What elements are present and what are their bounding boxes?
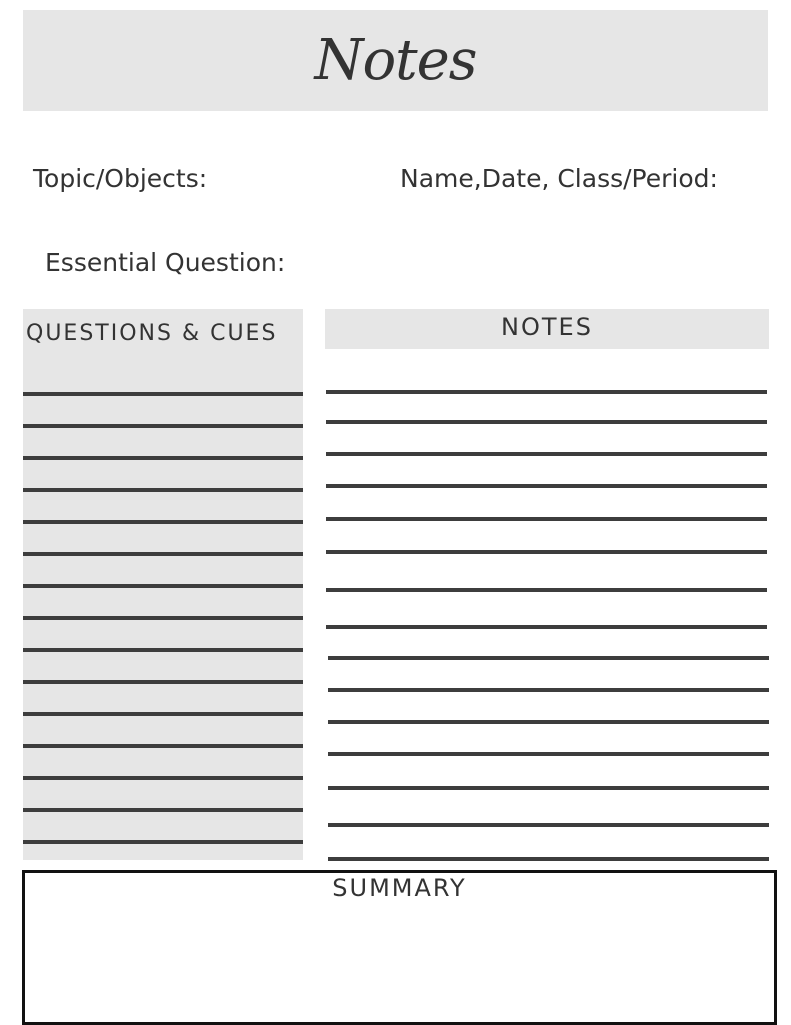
cues-writing-line[interactable]	[23, 712, 303, 716]
notes-writing-line[interactable]	[326, 390, 767, 394]
name-date-class-label: Name,Date, Class/Period:	[400, 164, 718, 193]
notes-heading: NOTES	[501, 313, 593, 341]
cues-writing-line[interactable]	[23, 680, 303, 684]
cues-writing-line[interactable]	[23, 584, 303, 588]
cues-writing-line[interactable]	[23, 648, 303, 652]
notes-writing-line[interactable]	[328, 857, 769, 861]
cues-writing-line[interactable]	[23, 520, 303, 524]
cues-writing-line[interactable]	[23, 616, 303, 620]
notes-writing-line[interactable]	[328, 752, 769, 756]
header-banner	[23, 10, 768, 111]
notes-writing-line[interactable]	[326, 550, 767, 554]
summary-box[interactable]	[22, 870, 777, 1025]
questions-cues-heading: QUESTIONS & CUES	[26, 321, 278, 346]
notes-writing-line[interactable]	[326, 484, 767, 488]
cues-writing-line[interactable]	[23, 808, 303, 812]
notes-writing-line[interactable]	[326, 588, 767, 592]
cues-writing-line[interactable]	[23, 456, 303, 460]
notes-writing-line[interactable]	[328, 786, 769, 790]
notes-writing-line[interactable]	[326, 420, 767, 424]
page-title: Notes	[314, 28, 477, 93]
cues-writing-line[interactable]	[23, 744, 303, 748]
notes-writing-line[interactable]	[328, 688, 769, 692]
cues-writing-line[interactable]	[23, 840, 303, 844]
notes-heading-bar	[325, 309, 769, 349]
cues-writing-line[interactable]	[23, 552, 303, 556]
notes-writing-line[interactable]	[326, 452, 767, 456]
cues-writing-line[interactable]	[23, 392, 303, 396]
notes-writing-line[interactable]	[328, 720, 769, 724]
cues-writing-line[interactable]	[23, 776, 303, 780]
summary-heading: SUMMARY	[332, 874, 467, 902]
cues-writing-line[interactable]	[23, 424, 303, 428]
notes-writing-line[interactable]	[326, 517, 767, 521]
notes-writing-line[interactable]	[328, 823, 769, 827]
notes-writing-line[interactable]	[328, 656, 769, 660]
essential-question-label: Essential Question:	[45, 248, 286, 277]
cues-writing-line[interactable]	[23, 488, 303, 492]
topic-objects-label: Topic/Objects:	[33, 164, 208, 193]
notes-writing-line[interactable]	[326, 625, 767, 629]
